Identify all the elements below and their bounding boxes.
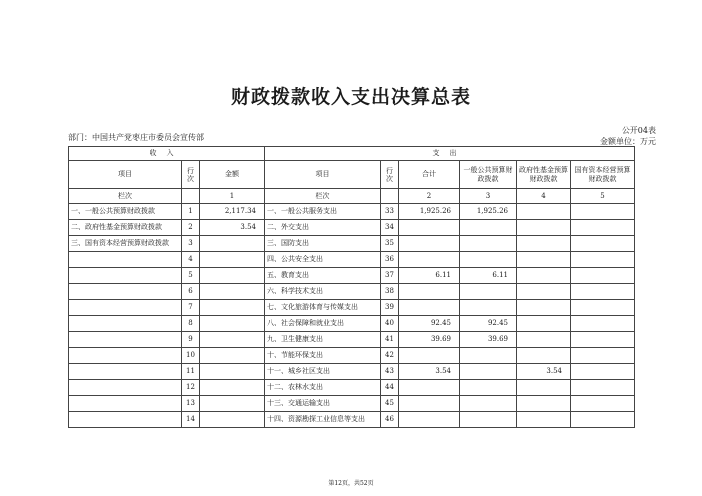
income-item-cell: 一、一般公共预算财政拨款 bbox=[69, 204, 182, 220]
expense-item-header: 项目 bbox=[265, 161, 381, 189]
colnum-label-expense: 栏次 bbox=[265, 189, 381, 204]
income-amount-cell bbox=[200, 412, 265, 428]
fiscal-summary-table bbox=[68, 146, 635, 428]
general-budget-cell bbox=[460, 396, 517, 412]
general-budget-cell bbox=[460, 236, 517, 252]
income-amount-cell bbox=[200, 380, 265, 396]
income-line-cell: 10 bbox=[182, 348, 200, 364]
total-cell bbox=[399, 236, 460, 252]
general-budget-cell: 92.45 bbox=[460, 316, 517, 332]
income-item-cell bbox=[69, 380, 182, 396]
income-line-cell: 11 bbox=[182, 364, 200, 380]
table-body bbox=[69, 147, 635, 428]
table-row bbox=[69, 332, 635, 348]
income-band: 收入 bbox=[69, 147, 265, 161]
income-line-cell: 9 bbox=[182, 332, 200, 348]
income-amount-cell bbox=[200, 252, 265, 268]
table-row bbox=[69, 412, 635, 428]
expense-band: 支出 bbox=[265, 147, 635, 161]
expense-item-cell: 九、卫生健康支出 bbox=[265, 332, 381, 348]
expense-line-cell: 43 bbox=[381, 364, 399, 380]
general-budget-cell bbox=[460, 412, 517, 428]
expense-line-cell: 35 bbox=[381, 236, 399, 252]
state-capital-cell bbox=[571, 316, 635, 332]
general-budget-cell: 1,925.26 bbox=[460, 204, 517, 220]
table-row bbox=[69, 204, 635, 220]
fund-budget-cell bbox=[517, 332, 571, 348]
income-line-cell: 2 bbox=[182, 220, 200, 236]
general-budget-cell bbox=[460, 380, 517, 396]
income-amount-cell bbox=[200, 268, 265, 284]
expense-item-cell: 十四、资源勘探工业信息等支出 bbox=[265, 412, 381, 428]
fund-budget-cell bbox=[517, 348, 571, 364]
state-capital-header: 国有资本经营预算财政拨款 bbox=[571, 161, 635, 189]
expense-line-cell: 42 bbox=[381, 348, 399, 364]
income-item-cell bbox=[69, 348, 182, 364]
total-cell bbox=[399, 348, 460, 364]
total-cell bbox=[399, 396, 460, 412]
total-cell bbox=[399, 284, 460, 300]
general-budget-cell: 39.69 bbox=[460, 332, 517, 348]
income-line-cell: 5 bbox=[182, 268, 200, 284]
general-budget-header: 一般公共预算财政拨款 bbox=[460, 161, 517, 189]
income-amount-cell: 2,117.34 bbox=[200, 204, 265, 220]
income-line-cell: 14 bbox=[182, 412, 200, 428]
state-capital-cell bbox=[571, 348, 635, 364]
fund-budget-cell bbox=[517, 204, 571, 220]
expense-item-cell: 八、社会保障和就业支出 bbox=[265, 316, 381, 332]
expense-line-header: 行次 bbox=[381, 161, 399, 189]
expense-line-cell: 44 bbox=[381, 380, 399, 396]
expense-line-cell: 40 bbox=[381, 316, 399, 332]
total-cell: 3.54 bbox=[399, 364, 460, 380]
income-item-cell: 二、政府性基金预算财政拨款 bbox=[69, 220, 182, 236]
income-amount-cell bbox=[200, 284, 265, 300]
income-amount-cell bbox=[200, 300, 265, 316]
table-row bbox=[69, 300, 635, 316]
general-budget-cell bbox=[460, 220, 517, 236]
expense-line-cell: 45 bbox=[381, 396, 399, 412]
income-line-cell: 12 bbox=[182, 380, 200, 396]
expense-line-cell: 33 bbox=[381, 204, 399, 220]
total-cell: 1,925.26 bbox=[399, 204, 460, 220]
table-row bbox=[69, 220, 635, 236]
general-budget-cell bbox=[460, 284, 517, 300]
fund-budget-cell bbox=[517, 300, 571, 316]
income-item-header: 项目 bbox=[69, 161, 182, 189]
fund-budget-header: 政府性基金预算财政拨款 bbox=[517, 161, 571, 189]
table-row bbox=[69, 380, 635, 396]
colnum-5: 5 bbox=[571, 189, 635, 204]
income-item-cell bbox=[69, 284, 182, 300]
expense-item-cell: 五、教育支出 bbox=[265, 268, 381, 284]
expense-line-cell: 39 bbox=[381, 300, 399, 316]
expense-item-cell: 二、外交支出 bbox=[265, 220, 381, 236]
total-cell: 39.69 bbox=[399, 332, 460, 348]
column-number-row bbox=[69, 189, 635, 204]
income-line-cell: 6 bbox=[182, 284, 200, 300]
expense-line-cell: 41 bbox=[381, 332, 399, 348]
income-line-cell: 1 bbox=[182, 204, 200, 220]
expense-item-cell: 四、公共安全支出 bbox=[265, 252, 381, 268]
header-row bbox=[69, 161, 635, 189]
expense-item-cell: 七、文化旅游体育与传媒支出 bbox=[265, 300, 381, 316]
income-item-cell bbox=[69, 364, 182, 380]
income-item-cell bbox=[69, 300, 182, 316]
colnum-1: 1 bbox=[200, 189, 265, 204]
expense-line-cell: 36 bbox=[381, 252, 399, 268]
colnum-4: 4 bbox=[517, 189, 571, 204]
fund-budget-cell bbox=[517, 268, 571, 284]
fund-budget-cell bbox=[517, 316, 571, 332]
total-cell: 6.11 bbox=[399, 268, 460, 284]
table-row bbox=[69, 236, 635, 252]
expense-item-cell: 十二、农林水支出 bbox=[265, 380, 381, 396]
total-header: 合计 bbox=[399, 161, 460, 189]
colnum-2: 2 bbox=[399, 189, 460, 204]
state-capital-cell bbox=[571, 284, 635, 300]
expense-item-cell: 六、科学技术支出 bbox=[265, 284, 381, 300]
total-cell bbox=[399, 300, 460, 316]
colnum-blank-expense bbox=[381, 189, 399, 204]
income-line-cell: 4 bbox=[182, 252, 200, 268]
income-item-cell bbox=[69, 268, 182, 284]
colnum-blank-income bbox=[182, 189, 200, 204]
general-budget-cell bbox=[460, 348, 517, 364]
state-capital-cell bbox=[571, 300, 635, 316]
fund-budget-cell bbox=[517, 236, 571, 252]
state-capital-cell bbox=[571, 364, 635, 380]
income-line-cell: 13 bbox=[182, 396, 200, 412]
total-cell bbox=[399, 412, 460, 428]
income-amount-cell bbox=[200, 316, 265, 332]
state-capital-cell bbox=[571, 268, 635, 284]
income-amount-cell bbox=[200, 332, 265, 348]
state-capital-cell bbox=[571, 204, 635, 220]
income-amount-cell bbox=[200, 396, 265, 412]
general-budget-cell bbox=[460, 364, 517, 380]
table-row bbox=[69, 268, 635, 284]
income-item-cell bbox=[69, 332, 182, 348]
fund-budget-cell bbox=[517, 380, 571, 396]
form-code: 公开04表 bbox=[621, 126, 656, 135]
table-row bbox=[69, 252, 635, 268]
total-cell bbox=[399, 252, 460, 268]
state-capital-cell bbox=[571, 396, 635, 412]
expense-item-cell: 三、国防支出 bbox=[265, 236, 381, 252]
table-row bbox=[69, 364, 635, 380]
income-line-cell: 7 bbox=[182, 300, 200, 316]
expense-item-cell: 十三、交通运输支出 bbox=[265, 396, 381, 412]
income-line-cell: 8 bbox=[182, 316, 200, 332]
fund-budget-cell: 3.54 bbox=[517, 364, 571, 380]
table-row bbox=[69, 284, 635, 300]
income-amount-cell bbox=[200, 236, 265, 252]
income-item-cell bbox=[69, 412, 182, 428]
expense-item-cell: 十、节能环保支出 bbox=[265, 348, 381, 364]
state-capital-cell bbox=[571, 236, 635, 252]
income-item-cell bbox=[69, 252, 182, 268]
table-row bbox=[69, 348, 635, 364]
colnum-label-income: 栏次 bbox=[69, 189, 182, 204]
total-cell bbox=[399, 380, 460, 396]
general-budget-cell: 6.11 bbox=[460, 268, 517, 284]
expense-item-cell: 十一、城乡社区支出 bbox=[265, 364, 381, 380]
fund-budget-cell bbox=[517, 252, 571, 268]
state-capital-cell bbox=[571, 332, 635, 348]
fund-budget-cell bbox=[517, 220, 571, 236]
expense-line-cell: 37 bbox=[381, 268, 399, 284]
state-capital-cell bbox=[571, 252, 635, 268]
expense-line-cell: 46 bbox=[381, 412, 399, 428]
table-row bbox=[69, 316, 635, 332]
income-item-cell: 三、国有资本经营预算财政拨款 bbox=[69, 236, 182, 252]
page-footer: 第12页，共52页 bbox=[328, 480, 374, 487]
income-amount-cell bbox=[200, 348, 265, 364]
income-amount-cell bbox=[200, 364, 265, 380]
report-title: 财政拨款收入支出决算总表 bbox=[230, 86, 471, 108]
general-budget-cell bbox=[460, 252, 517, 268]
expense-line-cell: 38 bbox=[381, 284, 399, 300]
fund-budget-cell bbox=[517, 284, 571, 300]
income-item-cell bbox=[69, 316, 182, 332]
expense-item-cell: 一、一般公共服务支出 bbox=[265, 204, 381, 220]
fund-budget-cell bbox=[517, 396, 571, 412]
state-capital-cell bbox=[571, 220, 635, 236]
general-budget-cell bbox=[460, 300, 517, 316]
income-amount-header: 金额 bbox=[200, 161, 265, 189]
fund-budget-cell bbox=[517, 412, 571, 428]
amount-unit: 金额单位：万元 bbox=[600, 137, 656, 146]
income-item-cell bbox=[69, 396, 182, 412]
colnum-3: 3 bbox=[460, 189, 517, 204]
department-label: 部门：中国共产党枣庄市委员会宣传部 bbox=[68, 133, 204, 142]
total-cell: 92.45 bbox=[399, 316, 460, 332]
state-capital-cell bbox=[571, 412, 635, 428]
band-row bbox=[69, 147, 635, 161]
income-line-header: 行次 bbox=[182, 161, 200, 189]
expense-line-cell: 34 bbox=[381, 220, 399, 236]
income-line-cell: 3 bbox=[182, 236, 200, 252]
total-cell bbox=[399, 220, 460, 236]
table-row bbox=[69, 396, 635, 412]
income-amount-cell: 3.54 bbox=[200, 220, 265, 236]
state-capital-cell bbox=[571, 380, 635, 396]
